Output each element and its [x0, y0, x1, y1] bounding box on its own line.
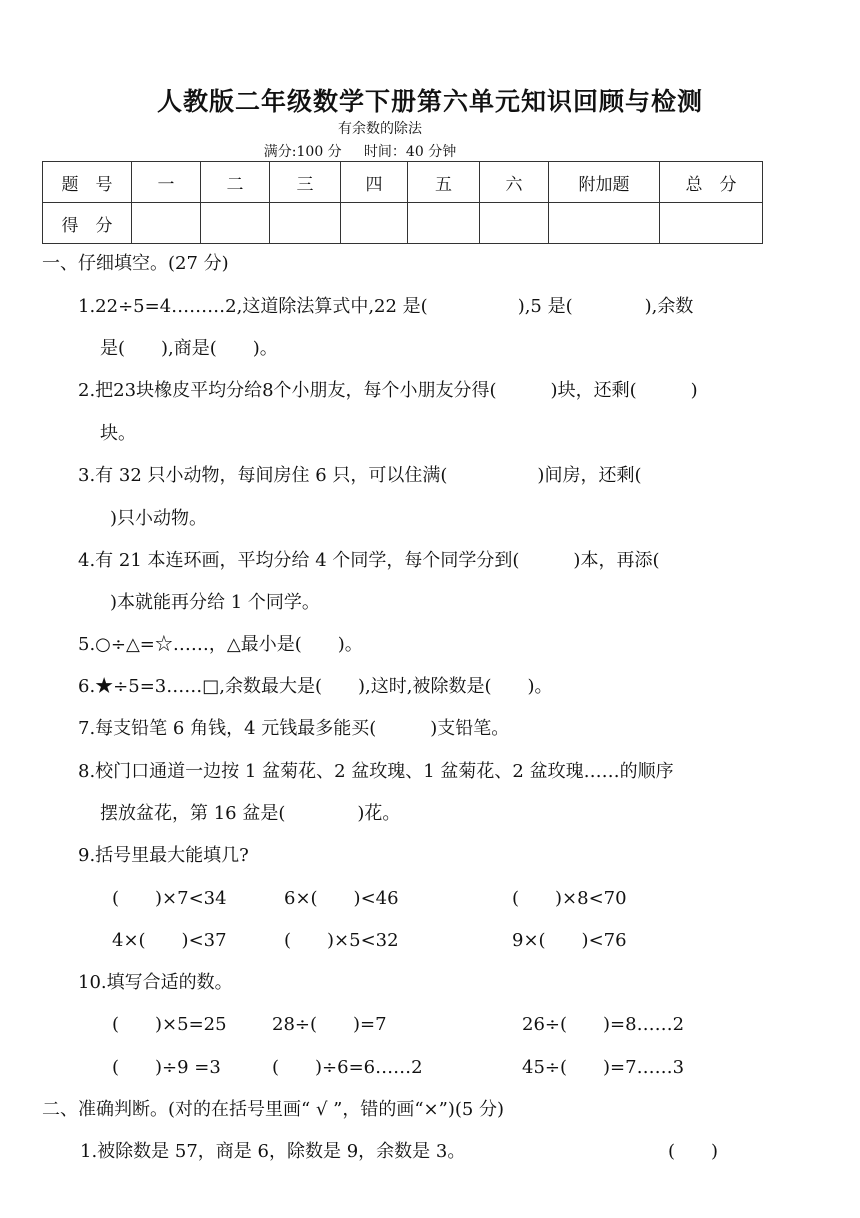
score-entry-cell[interactable]: [132, 203, 201, 244]
q10-item: 28÷( )=7: [272, 1014, 387, 1035]
question-line: 是( ),商是( )。: [100, 338, 278, 359]
page-title: 人教版二年级数学下册第六单元知识回顾与检测: [156, 87, 703, 116]
page-subtitle: 有余数的除法: [338, 121, 422, 137]
q9-item: 6×( )<46: [284, 888, 399, 909]
q9-item: ( )×8<70: [512, 888, 627, 909]
score-header-cell: 二: [201, 162, 270, 203]
score-header-cell: 五: [408, 162, 480, 203]
q9-item: ( )×7<34: [112, 888, 227, 909]
question-line: 2.把23块橡皮平均分给8个小朋友，每个小朋友分得( )块，还剩( ): [78, 380, 698, 401]
q10-item: ( )×5=25: [112, 1014, 227, 1035]
q10-item: 26÷( )=8……2: [522, 1014, 685, 1035]
score-entry-cell[interactable]: [660, 203, 763, 244]
score-header-cell: 附加题: [549, 162, 660, 203]
question-line: 7.每支铅笔 6 角钱，4 元钱最多能买( )支铅笔。: [78, 718, 510, 739]
question-line: )只小动物。: [110, 508, 208, 529]
score-header-cell: 一: [132, 162, 201, 203]
score-entry-cell[interactable]: [549, 203, 660, 244]
question-line: 块。: [100, 423, 136, 444]
score-header-cell: 总 分: [660, 162, 763, 203]
section-1-heading: 一、仔细填空。(27 分): [42, 253, 229, 274]
score-entry-cell[interactable]: [480, 203, 549, 244]
question-line: 8.校门口通道一边按 1 盆菊花、2 盆玫瑰、1 盆菊花、2 盆玫瑰……的顺序: [78, 761, 674, 782]
judgement-answer-blank[interactable]: ( ): [668, 1141, 719, 1162]
score-table-score-row: [43, 203, 763, 244]
question-line: 3.有 32 只小动物，每间房住 6 只，可以住满( )间房，还剩(: [78, 465, 642, 486]
question-line: )本就能再分给 1 个同学。: [110, 592, 320, 613]
section-2-heading: 二、准确判断。(对的在括号里画“ √ ”，错的画“×”)(5 分): [42, 1099, 505, 1120]
score-entry-cell[interactable]: [270, 203, 341, 244]
score-row-label: 得 分: [43, 203, 132, 244]
score-header-cell: 四: [341, 162, 408, 203]
score-entry-cell[interactable]: [341, 203, 408, 244]
score-table-header-row: [43, 162, 763, 203]
score-header-cell: 三: [270, 162, 341, 203]
question-line: 10.填写合适的数。: [78, 972, 233, 993]
q9-item: 9×( )<76: [512, 930, 627, 951]
question-line: 1.22÷5=4………2,这道除法算式中,22 是( ),5 是( ),余数: [78, 296, 694, 317]
q9-item: ( )×5<32: [284, 930, 399, 951]
question-line: 5.○÷△=☆……，△最小是( )。: [78, 634, 363, 655]
judgement-item: 1.被除数是 57，商是 6，除数是 9，余数是 3。: [80, 1141, 466, 1162]
question-line: 4.有 21 本连环画，平均分给 4 个同学，每个同学分到( )本，再添(: [78, 550, 660, 571]
question-line: 6.★÷5=3……□,余数最大是( ),这时,被除数是( )。: [78, 676, 553, 697]
q10-item: ( )÷9 =3: [112, 1057, 221, 1078]
score-entry-cell[interactable]: [201, 203, 270, 244]
exam-meta: 满分:100 分 时间：40 分钟: [263, 144, 457, 160]
q10-item: ( )÷6=6……2: [272, 1057, 423, 1078]
score-header-cell: 六: [480, 162, 549, 203]
q10-item: 45÷( )=7……3: [522, 1057, 685, 1078]
q9-item: 4×( )<37: [112, 930, 227, 951]
score-header-cell: 题 号: [43, 162, 132, 203]
score-table: [42, 161, 763, 244]
question-line: 9.括号里最大能填几?: [78, 845, 249, 866]
score-entry-cell[interactable]: [408, 203, 480, 244]
question-line: 摆放盆花，第 16 盆是( )花。: [100, 803, 401, 824]
